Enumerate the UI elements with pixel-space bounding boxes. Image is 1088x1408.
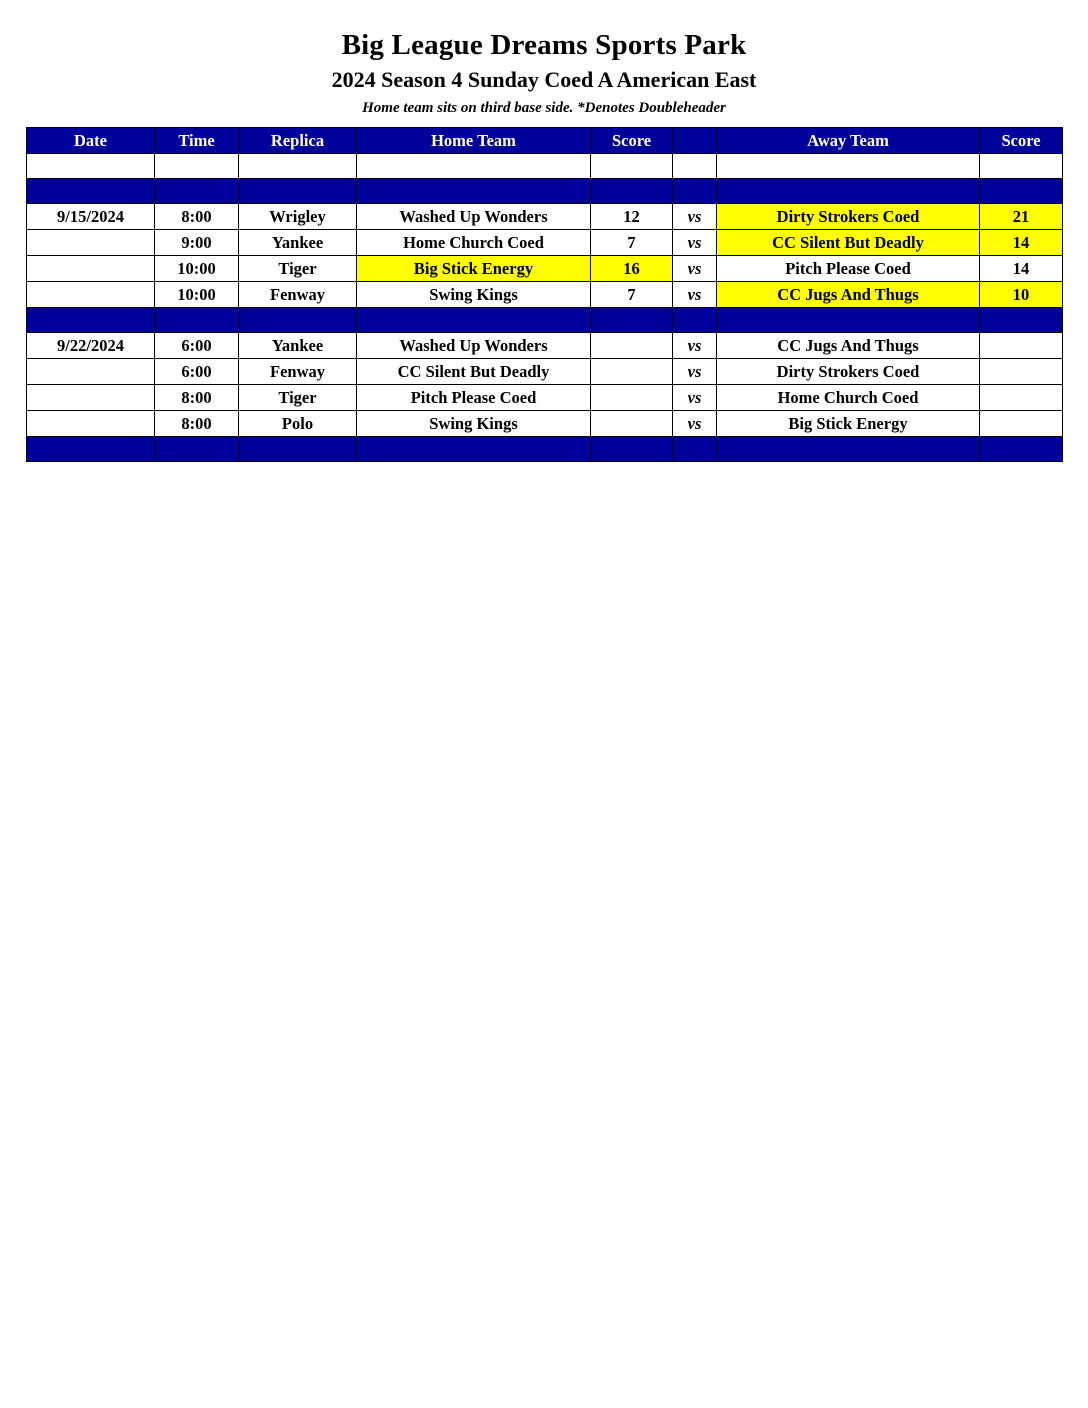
spacer-cell [155, 154, 239, 179]
cell-away: Dirty Strokers Coed [717, 204, 980, 230]
cell-home_score [591, 385, 673, 411]
divider-cell [27, 179, 155, 204]
spacer-row [27, 154, 1063, 179]
column-header-home-team: Home Team [357, 128, 591, 154]
cell-replica: Tiger [239, 385, 357, 411]
divider-cell [591, 437, 673, 462]
cell-replica: Tiger [239, 256, 357, 282]
spacer-cell [27, 154, 155, 179]
page-title: Big League Dreams Sports Park [341, 29, 747, 61]
divider-cell [239, 437, 357, 462]
cell-home: CC Silent But Deadly [357, 359, 591, 385]
cell-away: Pitch Please Coed [717, 256, 980, 282]
divider-cell [155, 308, 239, 333]
column-header-vs [673, 128, 717, 154]
cell-vs: vs [673, 411, 717, 437]
divider-cell [357, 437, 591, 462]
cell-home_score [591, 333, 673, 359]
cell-date [27, 411, 155, 437]
divider-cell [591, 308, 673, 333]
divider-cell [980, 437, 1063, 462]
cell-home: Swing Kings [357, 282, 591, 308]
column-header-replica: Replica [239, 128, 357, 154]
cell-away: CC Jugs And Thugs [717, 333, 980, 359]
cell-date: 9/15/2024 [27, 204, 155, 230]
cell-home_score: 12 [591, 204, 673, 230]
cell-away_score: 21 [980, 204, 1063, 230]
cell-replica: Fenway [239, 282, 357, 308]
table-row [27, 282, 1063, 308]
cell-home: Pitch Please Coed [357, 385, 591, 411]
cell-replica: Fenway [239, 359, 357, 385]
table-row [27, 256, 1063, 282]
cell-time: 8:00 [155, 385, 239, 411]
table-row [27, 411, 1063, 437]
cell-home: Washed Up Wonders [357, 333, 591, 359]
cell-away_score [980, 333, 1063, 359]
cell-away_score: 14 [980, 230, 1063, 256]
document-page [0, 0, 1088, 462]
cell-vs: vs [673, 204, 717, 230]
divider-cell [27, 437, 155, 462]
divider-cell [239, 179, 357, 204]
cell-away: Home Church Coed [717, 385, 980, 411]
cell-away_score: 14 [980, 256, 1063, 282]
cell-vs: vs [673, 359, 717, 385]
spacer-cell [239, 154, 357, 179]
divider-cell [591, 179, 673, 204]
cell-replica: Polo [239, 411, 357, 437]
table-header-row [27, 128, 1063, 154]
divider-cell [155, 437, 239, 462]
cell-away: CC Silent But Deadly [717, 230, 980, 256]
cell-time: 6:00 [155, 359, 239, 385]
cell-time: 8:00 [155, 411, 239, 437]
cell-home_score [591, 359, 673, 385]
cell-home: Swing Kings [357, 411, 591, 437]
divider-row [27, 437, 1063, 462]
cell-home_score [591, 411, 673, 437]
cell-date [27, 230, 155, 256]
divider-cell [673, 179, 717, 204]
cell-away_score [980, 359, 1063, 385]
cell-vs: vs [673, 333, 717, 359]
cell-vs: vs [673, 230, 717, 256]
spacer-cell [357, 154, 591, 179]
cell-replica: Yankee [239, 333, 357, 359]
schedule-body [27, 154, 1063, 462]
cell-home: Home Church Coed [357, 230, 591, 256]
divider-cell [980, 308, 1063, 333]
spacer-cell [591, 154, 673, 179]
cell-time: 9:00 [155, 230, 239, 256]
divider-cell [27, 308, 155, 333]
cell-away_score [980, 411, 1063, 437]
spacer-cell [673, 154, 717, 179]
divider-cell [717, 308, 980, 333]
column-header-home-score: Score [591, 128, 673, 154]
cell-away: Dirty Strokers Coed [717, 359, 980, 385]
cell-date [27, 385, 155, 411]
cell-date [27, 282, 155, 308]
table-row [27, 333, 1063, 359]
column-header-date: Date [27, 128, 155, 154]
cell-time: 8:00 [155, 204, 239, 230]
table-row [27, 230, 1063, 256]
cell-away_score [980, 385, 1063, 411]
divider-row [27, 179, 1063, 204]
divider-row [27, 308, 1063, 333]
divider-cell [673, 437, 717, 462]
cell-date [27, 256, 155, 282]
cell-home: Big Stick Energy [357, 256, 591, 282]
cell-home_score: 16 [591, 256, 673, 282]
schedule-table [26, 127, 1063, 462]
cell-vs: vs [673, 385, 717, 411]
page-note: Home team sits on third base side. *Denotes Doubleheader [362, 100, 726, 117]
column-header-time: Time [155, 128, 239, 154]
table-row [27, 385, 1063, 411]
spacer-cell [980, 154, 1063, 179]
page-subtitle: 2024 Season 4 Sunday Coed A American East [331, 66, 757, 92]
cell-away: CC Jugs And Thugs [717, 282, 980, 308]
divider-cell [155, 179, 239, 204]
spacer-cell [717, 154, 980, 179]
cell-replica: Yankee [239, 230, 357, 256]
cell-home_score: 7 [591, 282, 673, 308]
cell-time: 10:00 [155, 256, 239, 282]
column-header-away-score: Score [980, 128, 1063, 154]
cell-home_score: 7 [591, 230, 673, 256]
cell-away: Big Stick Energy [717, 411, 980, 437]
cell-away_score: 10 [980, 282, 1063, 308]
divider-cell [717, 179, 980, 204]
divider-cell [980, 179, 1063, 204]
cell-vs: vs [673, 282, 717, 308]
divider-cell [239, 308, 357, 333]
divider-cell [673, 308, 717, 333]
table-row [27, 359, 1063, 385]
cell-vs: vs [673, 256, 717, 282]
cell-home: Washed Up Wonders [357, 204, 591, 230]
divider-cell [357, 308, 591, 333]
table-row [27, 204, 1063, 230]
column-header-away-team: Away Team [717, 128, 980, 154]
cell-date: 9/22/2024 [27, 333, 155, 359]
divider-cell [357, 179, 591, 204]
cell-time: 10:00 [155, 282, 239, 308]
cell-time: 6:00 [155, 333, 239, 359]
divider-cell [717, 437, 980, 462]
cell-date [27, 359, 155, 385]
cell-replica: Wrigley [239, 204, 357, 230]
